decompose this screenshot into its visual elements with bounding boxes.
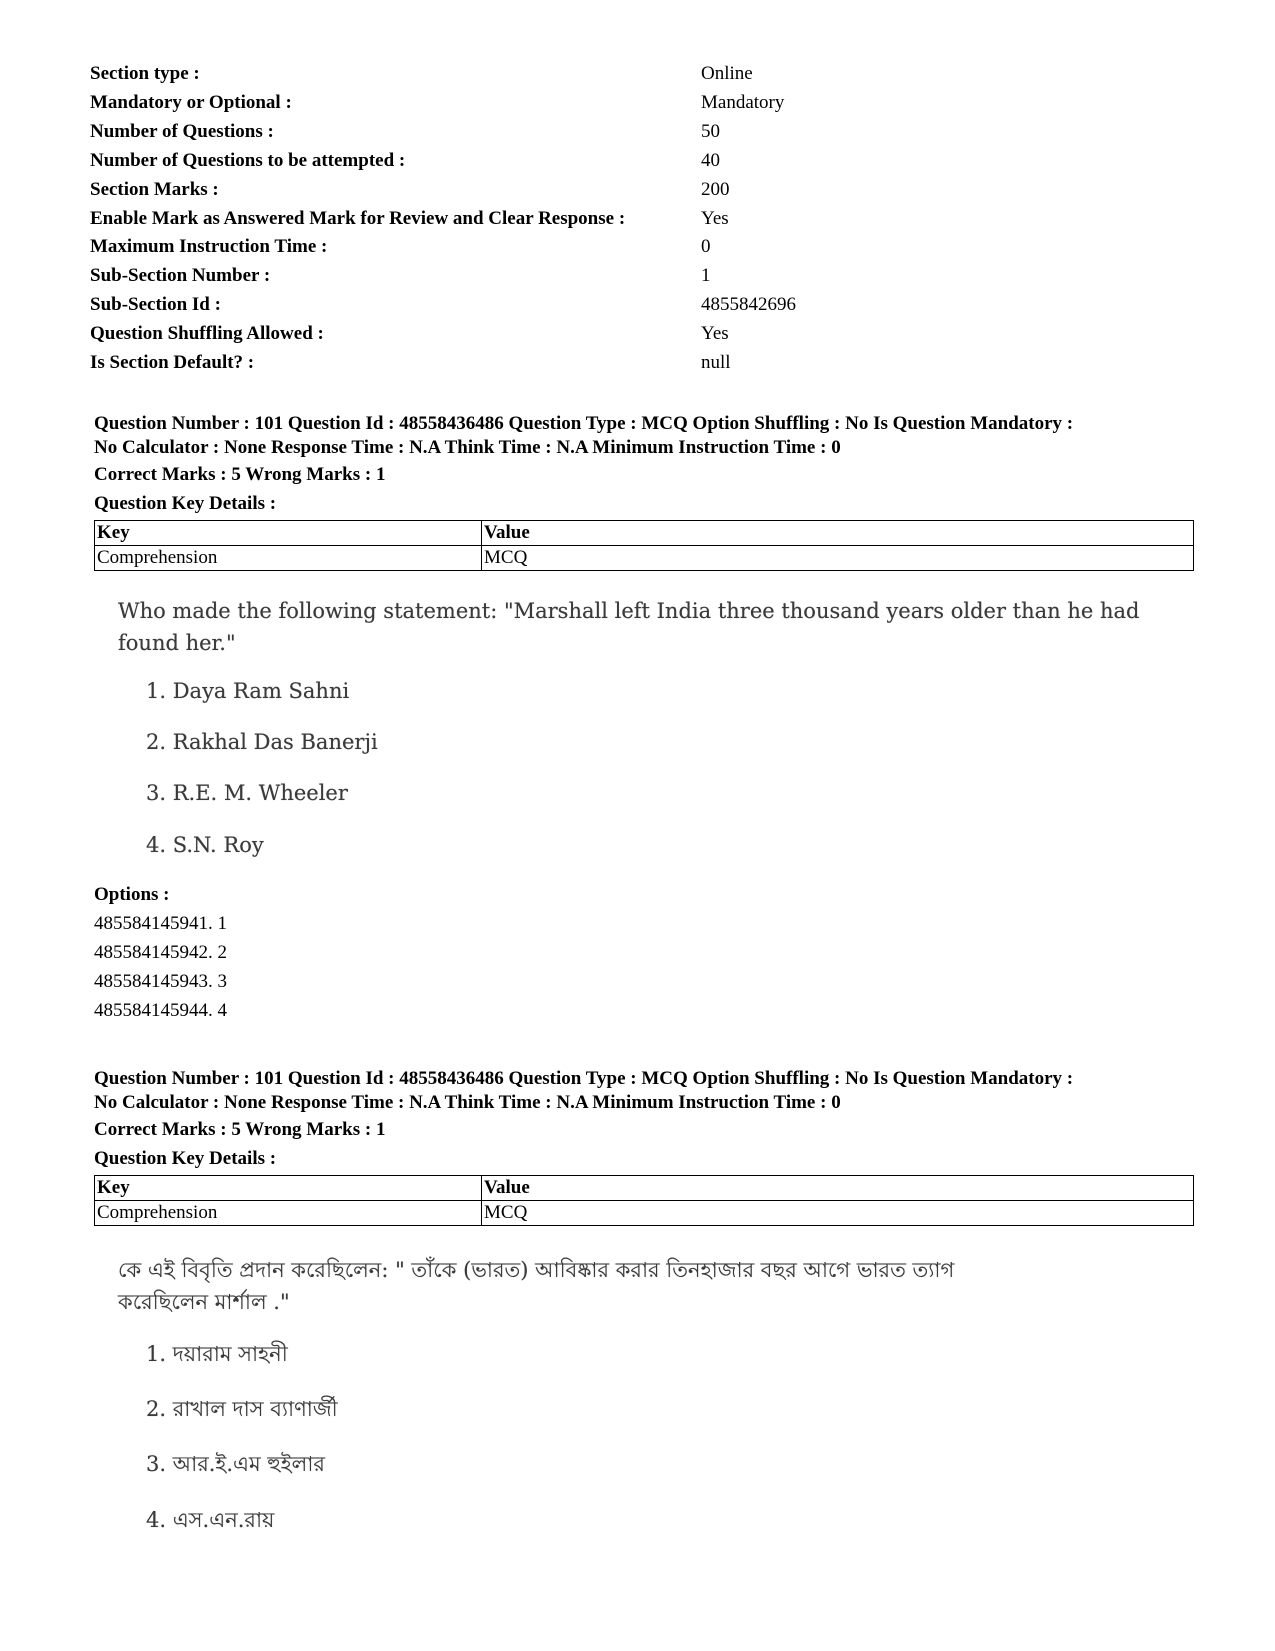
section-info-key: Question Shuffling Allowed : (90, 323, 324, 345)
question-choice: 1. দয়ারাম সাহনী (146, 1342, 288, 1366)
question-header (94, 1067, 1199, 1115)
question-image (94, 595, 1199, 858)
section-info-key: Number of Questions to be attempted : (90, 149, 406, 171)
section-info-row (90, 320, 796, 349)
question-choice: 2. রাখাল দাস ব্যাণার্জী (146, 1397, 338, 1422)
table-row (95, 1201, 1194, 1226)
table-header-row (95, 521, 1194, 546)
section-info-value: 1 (701, 265, 711, 287)
section-info-value: 0 (701, 236, 711, 258)
question-key-details-label: Question Key Details : (94, 1148, 277, 1169)
option-item: 485584145941. 1 (94, 912, 227, 934)
question-block-english (94, 412, 1199, 1025)
question-choice: 4. S.N. Roy (146, 832, 264, 857)
section-info-key: Sub-Section Id : (90, 294, 221, 316)
section-info-key: Is Section Default? : (90, 351, 255, 373)
section-info-row (90, 176, 796, 205)
option-item: 485584145942. 2 (94, 941, 227, 963)
section-info-value: 4855842696 (701, 294, 796, 316)
section-info-row (90, 60, 796, 89)
table-header-cell: Value (482, 521, 1194, 546)
section-info-value: Yes (701, 323, 729, 345)
question-choice: 2. Rakhal Das Banerji (146, 730, 378, 755)
table-cell: Comprehension (95, 1201, 482, 1226)
section-info-row (90, 204, 796, 233)
table-cell: MCQ (482, 546, 1194, 571)
section-info-value: Yes (701, 207, 729, 229)
section-info-key: Section type : (90, 63, 200, 85)
table-header-row (95, 1176, 1194, 1201)
question-key-table (94, 1175, 1194, 1226)
question-key-table (94, 520, 1194, 571)
section-info-key: Enable Mark as Answered Mark for Review and Clear Response : (90, 207, 626, 229)
section-info-row (90, 233, 796, 262)
section-info-row (90, 147, 796, 176)
question-marks: Correct Marks : 5 Wrong Marks : 1 (94, 464, 386, 485)
question-header-line: No Calculator : None Response Time : N.A Think Time : N.A Minimum Instruction Time : 0 (94, 1092, 841, 1113)
section-info-row (90, 291, 796, 320)
question-stem-line: কে এই বিবৃতি প্রদান করেছিলেন: " তাঁকে (ভারত) আবিষ্কার করার তিনহাজার বছর আগে ভারত ত্যাগ (118, 1258, 955, 1282)
section-info-value: null (701, 351, 731, 373)
question-block-bengali (94, 1067, 1199, 1533)
section-info-row (90, 89, 796, 118)
question-choice: 3. R.E. M. Wheeler (146, 781, 348, 806)
table-header-cell: Key (95, 521, 482, 546)
question-header-line: Question Number : 101 Question Id : 48558436486 Question Type : MCQ Option Shuffling : No Is Question Mandatory : (94, 1068, 1074, 1089)
option-item: 485584145944. 4 (94, 999, 227, 1021)
question-header-line: Question Number : 101 Question Id : 48558436486 Question Type : MCQ Option Shuffling : No Is Question Mandatory : (94, 413, 1074, 434)
question-image (94, 1254, 1199, 1533)
section-info-row (90, 118, 796, 147)
table-header-cell: Value (482, 1176, 1194, 1201)
question-choice: 3. আর.ই.এম হুইলার (146, 1452, 325, 1477)
options-label: Options : (94, 883, 170, 905)
option-item: 485584145943. 3 (94, 970, 227, 992)
section-info-key: Section Marks : (90, 178, 219, 200)
section-info-key: Mandatory or Optional : (90, 91, 292, 113)
question-stem: Who made the following statement: "Marshall left India three thousand years older than he had found her." (118, 599, 1140, 655)
question-header-line: No Calculator : None Response Time : N.A Think Time : N.A Minimum Instruction Time : 0 (94, 437, 841, 458)
section-info-value: 40 (701, 149, 720, 171)
section-info-value: Mandatory (701, 91, 785, 113)
section-info-list (90, 60, 796, 378)
table-cell: Comprehension (95, 546, 482, 571)
question-choice: 4. এস.এন.রায় (146, 1507, 275, 1532)
table-header-cell: Key (95, 1176, 482, 1201)
question-stem-line: করেছিলেন মার্শাল ." (118, 1290, 290, 1314)
options-list (94, 880, 1199, 1025)
section-info-key: Sub-Section Number : (90, 265, 271, 287)
section-info-row (90, 262, 796, 291)
section-info-value: Online (701, 63, 753, 85)
question-key-details-label: Question Key Details : (94, 493, 277, 514)
section-info-value: 50 (701, 120, 720, 142)
section-info-value: 200 (701, 178, 730, 200)
question-choice: 1. Daya Ram Sahni (146, 679, 350, 703)
table-cell: MCQ (482, 1201, 1194, 1226)
question-header (94, 412, 1199, 460)
question-marks: Correct Marks : 5 Wrong Marks : 1 (94, 1119, 386, 1140)
section-info-key: Maximum Instruction Time : (90, 236, 328, 258)
section-info-row (90, 349, 796, 378)
table-row (95, 546, 1194, 571)
section-info-key: Number of Questions : (90, 120, 274, 142)
